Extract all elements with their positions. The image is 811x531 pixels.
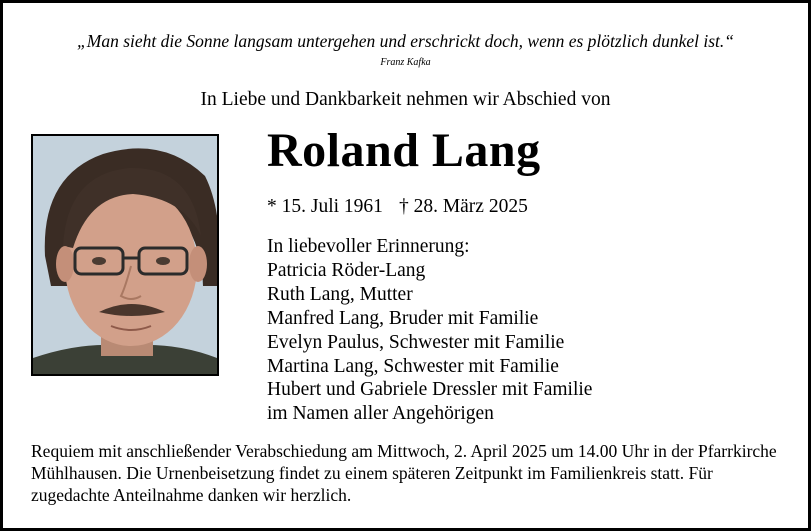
mourners-heading: In liebevoller Erinnerung: <box>267 236 470 257</box>
mourner-line: Evelyn Paulus, Schwester mit Familie <box>267 331 565 353</box>
mourner-line: im Namen aller Angehörigen <box>267 403 494 425</box>
deceased-name: Roland Lang <box>267 124 541 177</box>
portrait-photo <box>31 134 219 376</box>
mourner-line: Manfred Lang, Bruder mit Familie <box>267 307 539 329</box>
birth-date: * 15. Juli 1961 <box>267 196 383 217</box>
mourner-line: Patricia Röder-Lang <box>267 259 426 281</box>
quote-author: Franz Kafka <box>380 57 431 68</box>
mourners-list <box>267 235 592 426</box>
quote-text: „Man sieht die Sonne langsam untergehen und erschrickt doch, wenn es plötzlich dunkel ist.“ <box>77 31 734 51</box>
intro-text: In Liebe und Dankbarkeit nehmen wir Abschied von <box>200 89 611 110</box>
portrait-illustration <box>33 136 217 374</box>
life-dates <box>267 196 528 218</box>
death-date: † 28. März 2025 <box>398 196 528 217</box>
mourner-line: Martina Lang, Schwester mit Familie <box>267 355 559 377</box>
service-notice: Requiem mit anschließender Verabschiedung am Mittwoch, 2. April 2025 um 14.00 Uhr in der Pfarrkirche Mühlhausen. Die Urnenbeisetzung findet zu einem späteren Zeitpunkt im Familienkreis statt. Für zugedachte Anteilnahme danken wir herzlich. <box>31 441 777 505</box>
mourner-line: Ruth Lang, Mutter <box>267 283 413 305</box>
mourner-line: Hubert und Gabriele Dressler mit Familie <box>267 379 593 401</box>
